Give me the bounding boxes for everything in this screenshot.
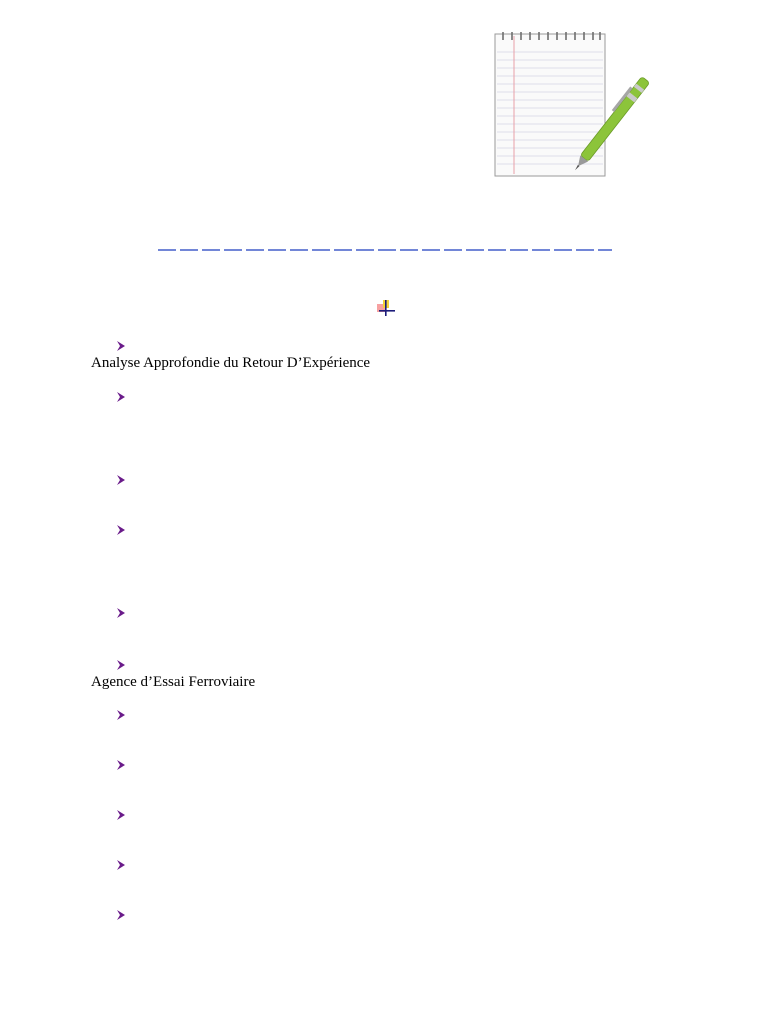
list-bullet-icon [115,859,127,871]
list-bullet-icon [115,709,127,721]
list-bullet-icon [115,809,127,821]
list-bullet-icon [115,607,127,619]
list-heading-retour-experience: Analyse Approfondie du Retour D’Expérience [91,355,371,371]
list-bullet-icon [115,340,127,352]
text-anchor-marker-icon [375,298,397,318]
notepad-with-pen-icon [470,14,670,214]
list-bullet-icon [115,659,127,671]
list-heading-agence-essai: Agence d’Essai Ferroviaire [91,674,256,690]
list-bullet-icon [115,391,127,403]
list-bullet-icon [115,909,127,921]
list-bullet-icon [115,474,127,486]
list-bullet-icon [115,759,127,771]
list-bullet-icon [115,524,127,536]
dashed-separator [158,242,612,254]
